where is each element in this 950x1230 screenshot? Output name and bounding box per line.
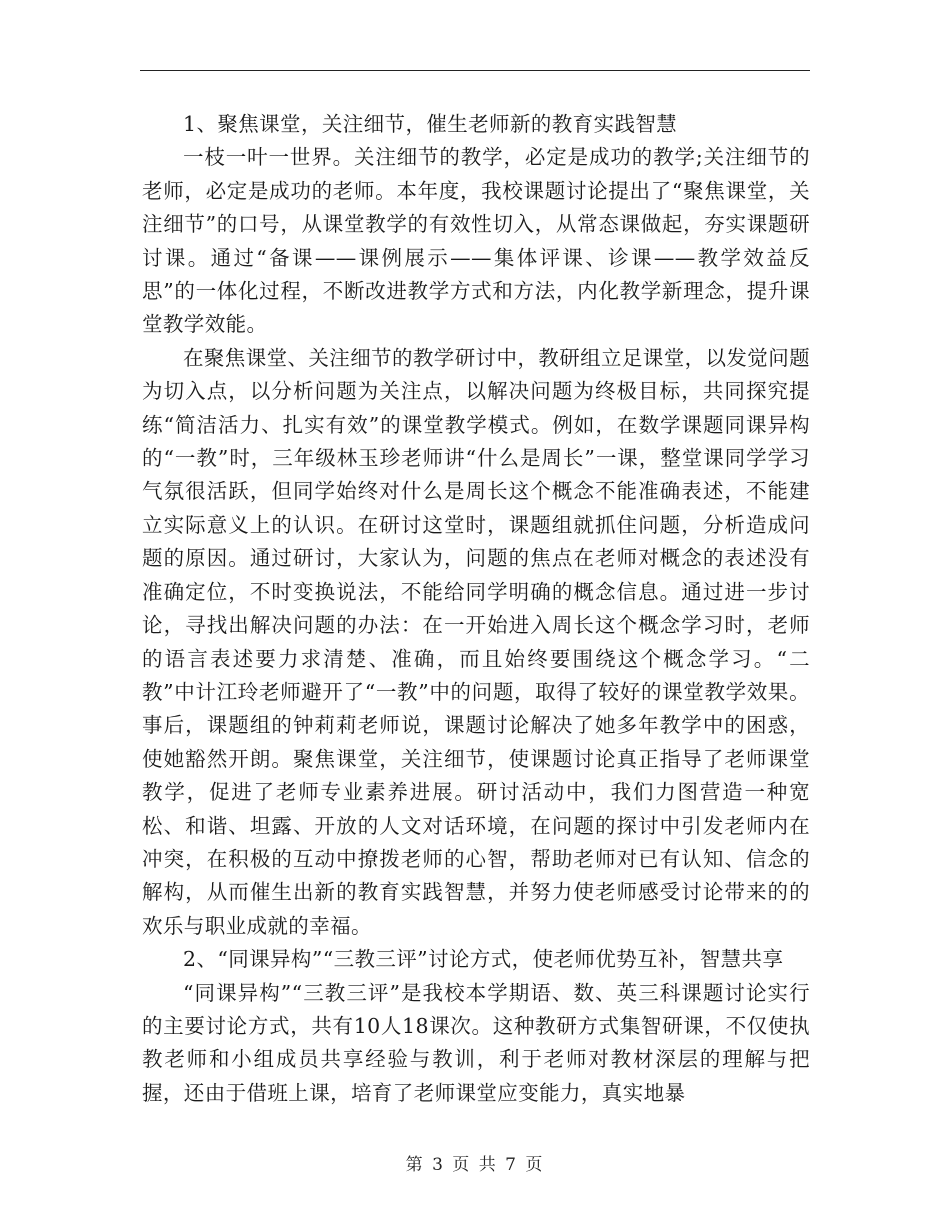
document-body bbox=[142, 108, 810, 1110]
page-number-footer: 第 3 页 共 7 页 bbox=[405, 1155, 545, 1175]
header-rule bbox=[140, 70, 810, 71]
paragraph-intro: 一枝一叶一世界。关注细节的教学，必定是成功的教学;关注细节的老师，必定是成功的老师。本年度，我校课题讨论提出了“聚焦课堂，关注细节”的口号，从课堂教学的有效性切入，从常态课做起，夯实课题研讨课。通过“备课——课例展示——集体评课、诊课——教学效益反思”的一体化过程，不断改进教学方式和方法，内化教学新理念，提升课堂教学效能。 bbox=[142, 145, 810, 337]
paragraph-method: “同课异构”“三教三评”是我校本学期语、数、英三科课题讨论实行的主要讨论方式，共有10人18课次。这种教研方式集智研课，不仅使执教老师和小组成员共享经验与教训，利于老师对教材深层的理解与把握，还由于借班上课，培育了老师课堂应变能力，真实地暴 bbox=[142, 980, 810, 1105]
paragraph-case-study: 在聚焦课堂、关注细节的教学研讨中，教研组立足课堂，以发觉问题为切入点，以分析问题为关注点，以解决问题为终极目标，共同探究提练“简洁活力、扎实有效”的课堂教学模式。例如，在数学课题同课异构的“一教”时，三年级林玉珍老师讲“什么是周长”一课，整堂课同学学习气氛很活跃，但同学始终对什么是周长这个概念不能准确表述，不能建立实际意义上的认识。在研讨这堂时，课题组就抓住问题，分析造成问题的原因。通过研讨，大家认为，问题的焦点在老师对概念的表述没有准确定位，不时变换说法，不能给同学明确的概念信息。通过进一步讨论，寻找出解决问题的办法：在一开始进入周长这个概念学习时，老师的语言表述要力求清楚、准确，而且始终要围绕这个概念学习。“二教”中计江玲老师避开了“一教”中的问题，取得了较好的课堂教学效果。事后，课题组的钟莉莉老师说，课题讨论解决了她多年教学中的困惑，使她豁然开朗。聚焦课堂，关注细节，使课题讨论真正指导了老师课堂教学，促进了老师专业素养进展。研讨活动中，我们力图营造一种宽松、和谐、坦露、开放的人文对话环境，在问题的探讨中引发老师内在冲突，在积极的互动中撩拨老师的心智，帮助老师对已有认知、信念的解构，从而催生出新的教育实践智慧，并努力使老师感受讨论带来的的欢乐与职业成就的幸福。 bbox=[142, 345, 810, 938]
section-heading-1: 1、聚焦课堂，关注细节，催生老师新的教育实践智慧 bbox=[183, 112, 678, 136]
section-heading-2: 2、“同课异构”“三教三评”讨论方式，使老师优势互补，智慧共享 bbox=[183, 947, 784, 972]
